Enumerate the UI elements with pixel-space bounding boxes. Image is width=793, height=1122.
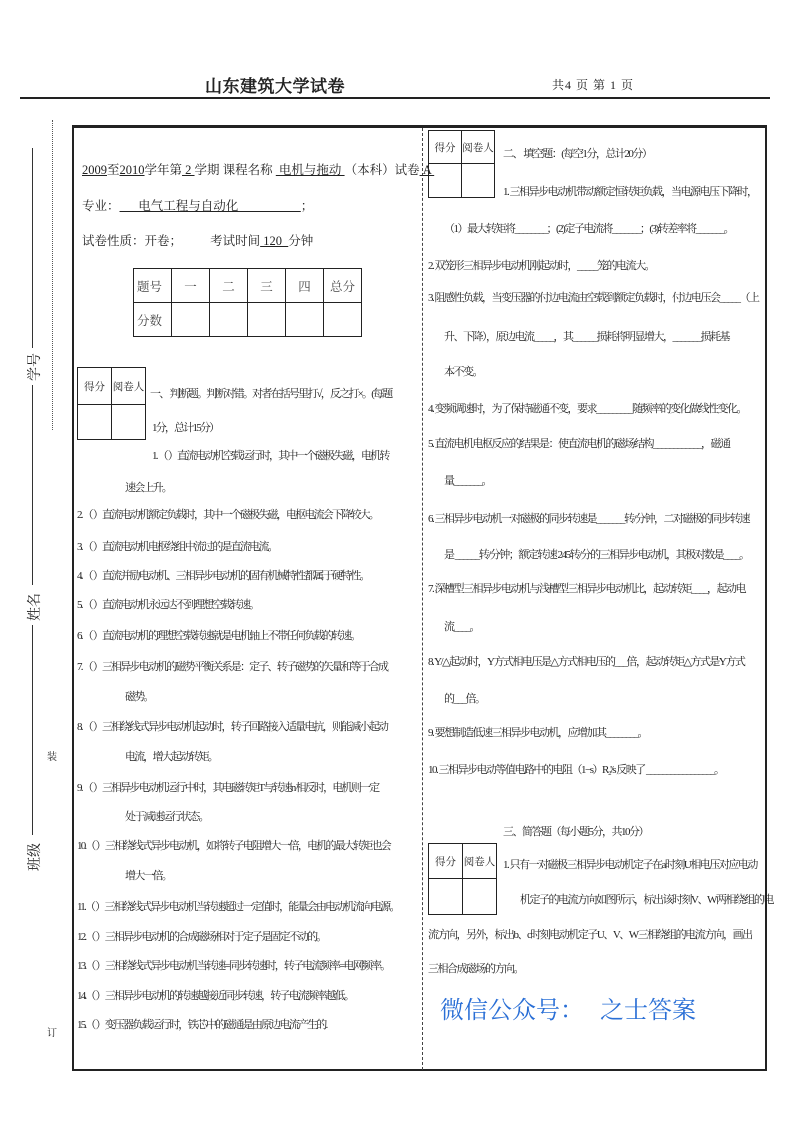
exam-time-unit: 分钟 [288,234,314,248]
fill-blank-question: 7. 深槽型三相异步电动机与浅槽型三相异步电动机比，起动转矩____，起动电 [428,583,745,595]
judgment-question: 7. （ ）三相异步电动机的磁势平衡关系是：定子、转子磁势的矢量和等于合成 [77,661,388,673]
short-answer-question: 1. 只有一对磁极三相异步电动机定子在a时刻U相电压对应电动 [503,859,757,871]
score-label: 得分 [429,131,462,164]
judgment-question: 2. （ ）直流电动机额定负载时，其中一个磁极失磁，电枢电流会下降较大。 [77,509,378,521]
judgment-question: 电流，增大起动转矩。 [125,751,217,763]
major-line [82,198,313,214]
section1-title: 一、 判断题。判断对错。对者在括号里打√，反之打×。(每题 [150,388,392,400]
page-info: 共4 页 第 1 页 [552,78,635,92]
info-text: 至 [107,163,120,177]
table-row-label: 分数 [134,303,172,337]
judgment-question: 磁势。 [125,691,153,703]
watermark-text-2: 之士答案 [600,996,696,1024]
score-label: 得分 [429,844,463,879]
filled-field: 2009 [82,163,107,177]
table-header-cell: 题号 [134,269,172,303]
score-box-section1 [77,367,146,440]
exam-time-value: 120 [260,234,289,248]
fill-blank-question: 升、下降），原边电流_____，其______损耗将明显增大，_______损耗基 [444,331,729,343]
fill-blank-question: 流____。 [444,621,479,633]
section1-title: 1分，总计15分） [152,422,219,434]
score-cell[interactable] [248,303,286,337]
fill-blank-question: 8. Y/△起动时，Y方式相电压是△方式相电压的___倍，起动转矩△方式是Y方式 [428,656,745,668]
header-rule [20,97,770,99]
filled-field: 2010 [119,163,145,177]
judgment-question: 4. （ ）直流并励电动机、三相异步电动机的固有机械特性都属于硬特性。 [77,570,369,582]
class-label: 班级 [22,843,46,871]
short-answer-question: 流方向，另外，标出b、c时刻电动机定子U、V、W三相绕组的电流方向，画出 [428,929,752,941]
class-line [32,625,33,835]
section2-title: 二、 填空题：(每空1分，总计20分） [503,148,652,160]
fill-blank-question: 2. 双笼形三相异步电动机刚起动时，_____笼的电流大。 [428,260,654,272]
score-summary-table [133,268,362,337]
grader-label: 阅卷人 [463,844,497,879]
judgment-question: 10.（ ）三相绕线式异步电动机，如将转子电阻增大一倍，电机的最大转矩也会 [77,840,390,852]
major-end: ； [300,199,314,213]
info-text: 学年第 [144,163,183,177]
judgment-question: 3. （ ）直流电动机电枢绕组中流过的是直流电流。 [77,541,277,553]
score-box-section2 [428,130,495,198]
judgment-question: 8. （ ）三相绕线式异步电动机起动时，转子回路接入适量电抗，则能减小起动 [77,721,388,733]
fill-blank-question: 6. 三相异步电动机一对磁极的同步转速是_______转/分钟，二对磁极的同步转速 [428,513,750,525]
judgment-question: 增大一倍。 [125,870,171,882]
fill-blank-question: 4. 变频调速时，为了保持磁通不变，要求_________随频率的变化做线性变化。 [428,403,746,415]
fill-blank-question: 是 ______转/分钟；额定转速 245转/分的三相异步电动机，其极对数是____。 [444,549,749,561]
judgment-question: 12.（ ）三相异步电动机的合成磁场相对于定子是固定不动的。 [77,931,326,943]
major-label: 专业： [82,199,120,213]
judgment-question: 速会上升。 [125,482,171,494]
filled-field: 电机与拖动 [275,163,345,177]
exam-nature-line [82,233,313,249]
exam-title: 山东建筑大学试卷 [205,77,345,97]
score-label: 得分 [78,368,112,405]
binding-mark-zhuang: 装 [47,752,57,763]
short-answer-question: 三相合成磁场的方向。 [428,963,523,975]
fill-blank-question: 5. 直流电机电枢反应的结果是：使直流电机的磁场结构____________，磁通 [428,438,730,450]
fill-blank-question: 1. 三相异步电动机带动额定恒转矩负载，当电源电压下降时， [503,186,757,198]
table-header-cell: 总分 [324,269,362,303]
judgment-question: 14.（ ）三相异步电动机的转速越接近同步转速，转子电流频率越低。 [77,990,354,1002]
fill-blank-question: 本不变。 [444,366,482,378]
judgment-question: 6. （ ）直流电动机的理想空载转速就是电机轴上不带任何负载的转速。 [77,630,360,642]
score-input-cell[interactable] [429,879,463,915]
score-box-section3 [428,843,497,915]
grader-input-cell[interactable] [462,164,495,198]
name-label: 姓名 [22,593,46,621]
score-input-cell[interactable] [78,405,112,440]
binding-mark-ding: 订 [47,1028,57,1039]
section3-title: 三、简答题（每小题5分，共10分） [503,826,648,838]
student-id-label: 学号 [22,353,46,381]
table-header-cell: 二 [210,269,248,303]
exam-nature: 试卷性质：开卷； 考试时间 [82,234,261,248]
judgment-question: 5. （ ）直流电动机永远达不到理想空载转速。 [77,599,259,611]
short-answer-question: 机定子的电流方向如图所示，标出该时刻V、W两相绕组的电 [520,894,773,906]
fill-blank-question: 的___倍。 [444,693,485,705]
table-header-cell: 一 [172,269,210,303]
fill-blank-question: 3. 阻感性负载，当变压器的付边电流由空载到额定负载时，付边电压会_____（上 [428,292,759,304]
table-header-cell: 三 [248,269,286,303]
filled-field: A [419,163,435,177]
name-line [32,385,33,585]
grader-label: 阅卷人 [462,131,495,164]
judgment-question: 13.（ ）三相绕线式异步电动机当转速=同步转速时，转子电流频率=电网频率。 [77,960,390,972]
judgment-question: 1. （ ）直流电动机空载运行时，其中一个磁极失磁，电机转 [152,450,389,462]
column-divider [422,128,423,1070]
info-text: （本科）试卷 [344,163,420,177]
score-cell[interactable] [172,303,210,337]
judgment-question: 9. （ ）三相异步电动机运行中时，其电磁转矩T与转速n 相反时，电机则一定 [77,782,379,794]
fill-blank-question: （1）最大转矩将________；(2)定子电流将_______；(3)转差率将_______。 [444,223,734,235]
grader-label: 阅卷人 [112,368,146,405]
score-cell[interactable] [210,303,248,337]
exam-info-line [82,162,434,178]
binding-dotted-line [52,120,53,430]
watermark-text-1: 微信公众号： [440,996,584,1024]
grader-input-cell[interactable] [463,879,497,915]
fill-blank-question: 量_______。 [444,475,491,487]
judgment-question: 15.（ ）变压器负载运行时，铁芯中的磁通是由原边电流产生的. [77,1019,327,1031]
info-text: 学期 课程名称 [194,163,276,177]
score-cell[interactable] [286,303,324,337]
score-cell[interactable] [324,303,362,337]
filled-field: 2 [182,163,195,177]
fill-blank-question: 10. 三相异步电动等值电路中的电阻（1−s）R₂'/s 反映了 _________________。 [428,764,724,776]
judgment-question: 处于减速运行状态。 [125,811,208,823]
student-id-line [32,148,33,348]
major-value: 电气工程与自动化 [119,199,301,213]
judgment-question: 11.（ ）三相绕线式异步电动机当转速超过一定值时，能量会由电动机流向电源。 [77,901,399,913]
table-header-cell: 四 [286,269,324,303]
grader-input-cell[interactable] [112,405,146,440]
fill-blank-question: 9. 要想制造低速三相异步电动机，应增加其________。 [428,727,647,739]
score-input-cell[interactable] [429,164,462,198]
